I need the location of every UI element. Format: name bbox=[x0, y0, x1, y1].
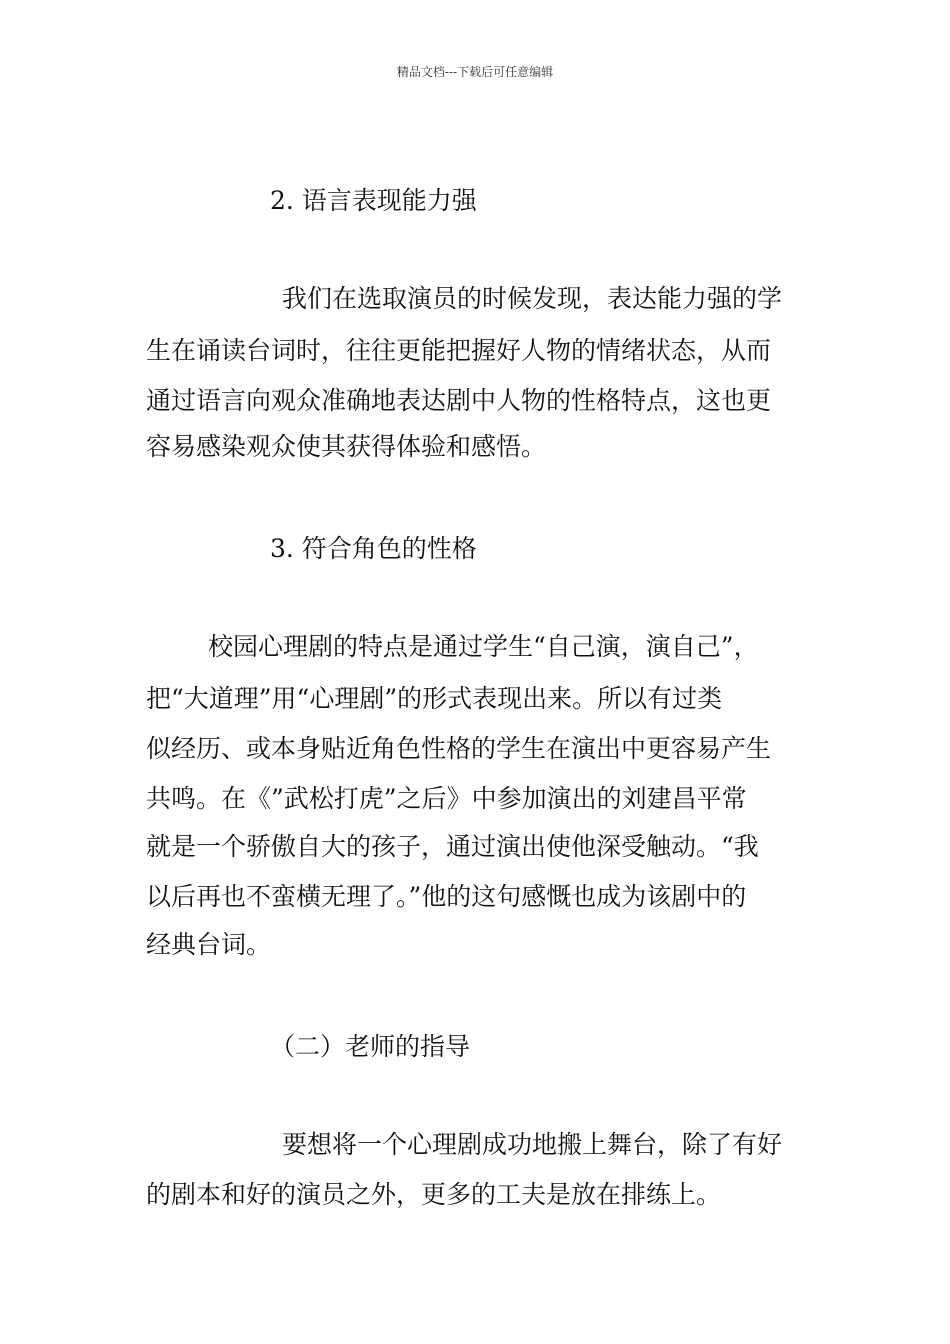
paragraph-line: 生在诵读台词时，往往更能把握好人物的情绪状态，从而 bbox=[146, 336, 772, 365]
paragraph-line: 通过语言向观众准确地表达剧中人物的性格特点，这也更 bbox=[146, 386, 772, 415]
paragraph-line: 把“大道理”用“心理剧”的形式表现出来。所以有过类 bbox=[146, 684, 723, 713]
section-heading: 2. 语言表现能力强 bbox=[270, 186, 477, 215]
paragraph-line: 我们在选取演员的时候发现，表达能力强的学 bbox=[282, 284, 783, 313]
section-heading: 3. 符合角色的性格 bbox=[270, 534, 477, 563]
paragraph-line: 经典台词。 bbox=[146, 930, 272, 959]
paragraph-line: 就是一个骄傲自大的孩子，通过演出使他深受触动。“我 bbox=[146, 832, 759, 861]
page-header: 精品文档---下载后可任意编辑 bbox=[396, 65, 554, 79]
paragraph-line: 容易感染观众使其获得体验和感悟。 bbox=[146, 432, 547, 461]
section-heading: （二）老师的指导 bbox=[270, 1032, 471, 1061]
paragraph-line: 以后再也不蛮横无理了。”他的这句感慨也成为该剧中的 bbox=[146, 882, 747, 911]
paragraph-line: 要想将一个心理剧成功地搬上舞台，除了有好 bbox=[282, 1130, 783, 1159]
paragraph-line: 似经历、或本身贴近角色性格的学生在演出中更容易产生 bbox=[146, 734, 772, 763]
paragraph-line: 校园心理剧的特点是通过学生“自己演，演自己”， bbox=[208, 632, 759, 661]
paragraph-line: 共鸣。在《”武松打虎”之后》中参加演出的刘建昌平常 bbox=[146, 784, 747, 813]
paragraph-line: 的剧本和好的演员之外，更多的工夫是放在排练上。 bbox=[146, 1180, 722, 1209]
